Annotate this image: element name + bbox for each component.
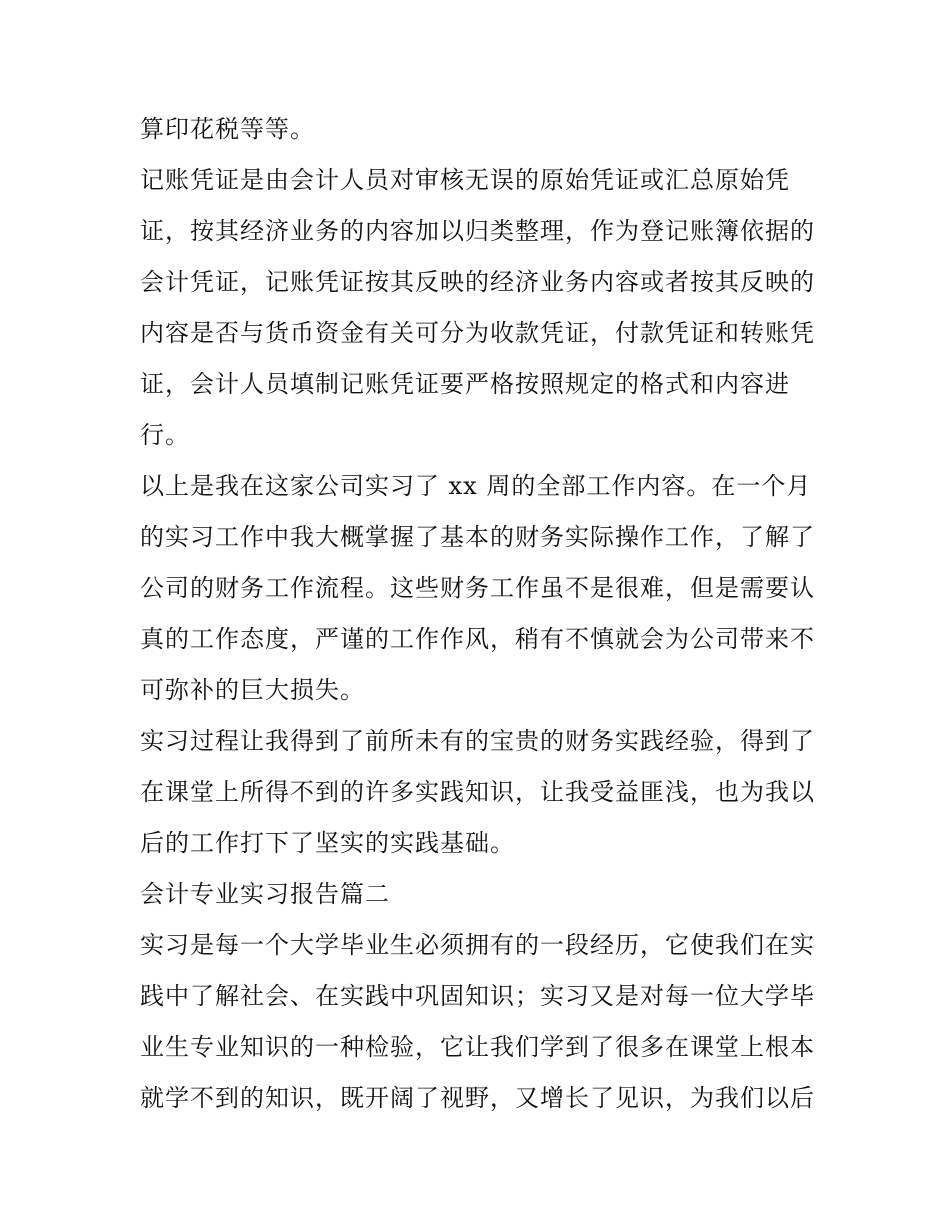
text-line: 证，会计人员填制记账凭证要严格按照规定的格式和内容进 [140,370,790,398]
text-line: 算印花税等等。 [140,115,315,143]
text-line: 会计凭证，记账凭证按其反映的经济业务内容或者按其反映的 [140,268,815,296]
text-line: 后的工作打下了坚实的实践基础。 [140,829,515,857]
text-line: 在课堂上所得不到的许多实践知识，让我受益匪浅，也为我以 [140,778,815,806]
heading-line: 会计专业实习报告篇二 [140,880,390,908]
text-line: 的实习工作中我大概掌握了基本的财务实际操作工作，了解了 [140,523,815,551]
text-line: 内容是否与货币资金有关可分为收款凭证，付款凭证和转账凭 [140,319,815,347]
text-line: 业生专业知识的一种检验，它让我们学到了很多在课堂上根本 [140,1033,815,1061]
text-line: 践中了解社会、在实践中巩固知识；实习又是对每一位大学毕 [140,982,815,1010]
text-line: 实习过程让我得到了前所未有的宝贵的财务实践经验，得到了 [140,727,815,755]
text-line: 真的工作态度，严谨的工作作风，稍有不慎就会为公司带来不 [140,625,815,653]
text-line: 可弥补的巨大损失。 [140,676,365,704]
text-line: 记账凭证是由会计人员对审核无误的原始凭证或汇总原始凭 [140,166,790,194]
text-line: 就学不到的知识，既开阔了视野，又增长了见识，为我们以后 [140,1084,815,1112]
paragraph-voucher [140,155,815,461]
paragraph-stamp-tax [140,104,815,155]
paragraph-work-summary [140,461,815,716]
text-line: 证，按其经济业务的内容加以归类整理，作为登记账簿依据的 [140,217,815,245]
text-line: 行。 [140,421,190,449]
paragraph-internship-intro [140,920,815,1124]
text-line: 公司的财务工作流程。这些财务工作虽不是很难，但是需要认 [140,574,815,602]
text-line: 实习是每一个大学毕业生必须拥有的一段经历，它使我们在实 [140,931,815,959]
section-heading [140,869,815,920]
text-line: 以上是我在这家公司实习了 xx 周的全部工作内容。在一个月 [140,472,812,500]
paragraph-experience [140,716,815,869]
document-body [140,104,815,1124]
